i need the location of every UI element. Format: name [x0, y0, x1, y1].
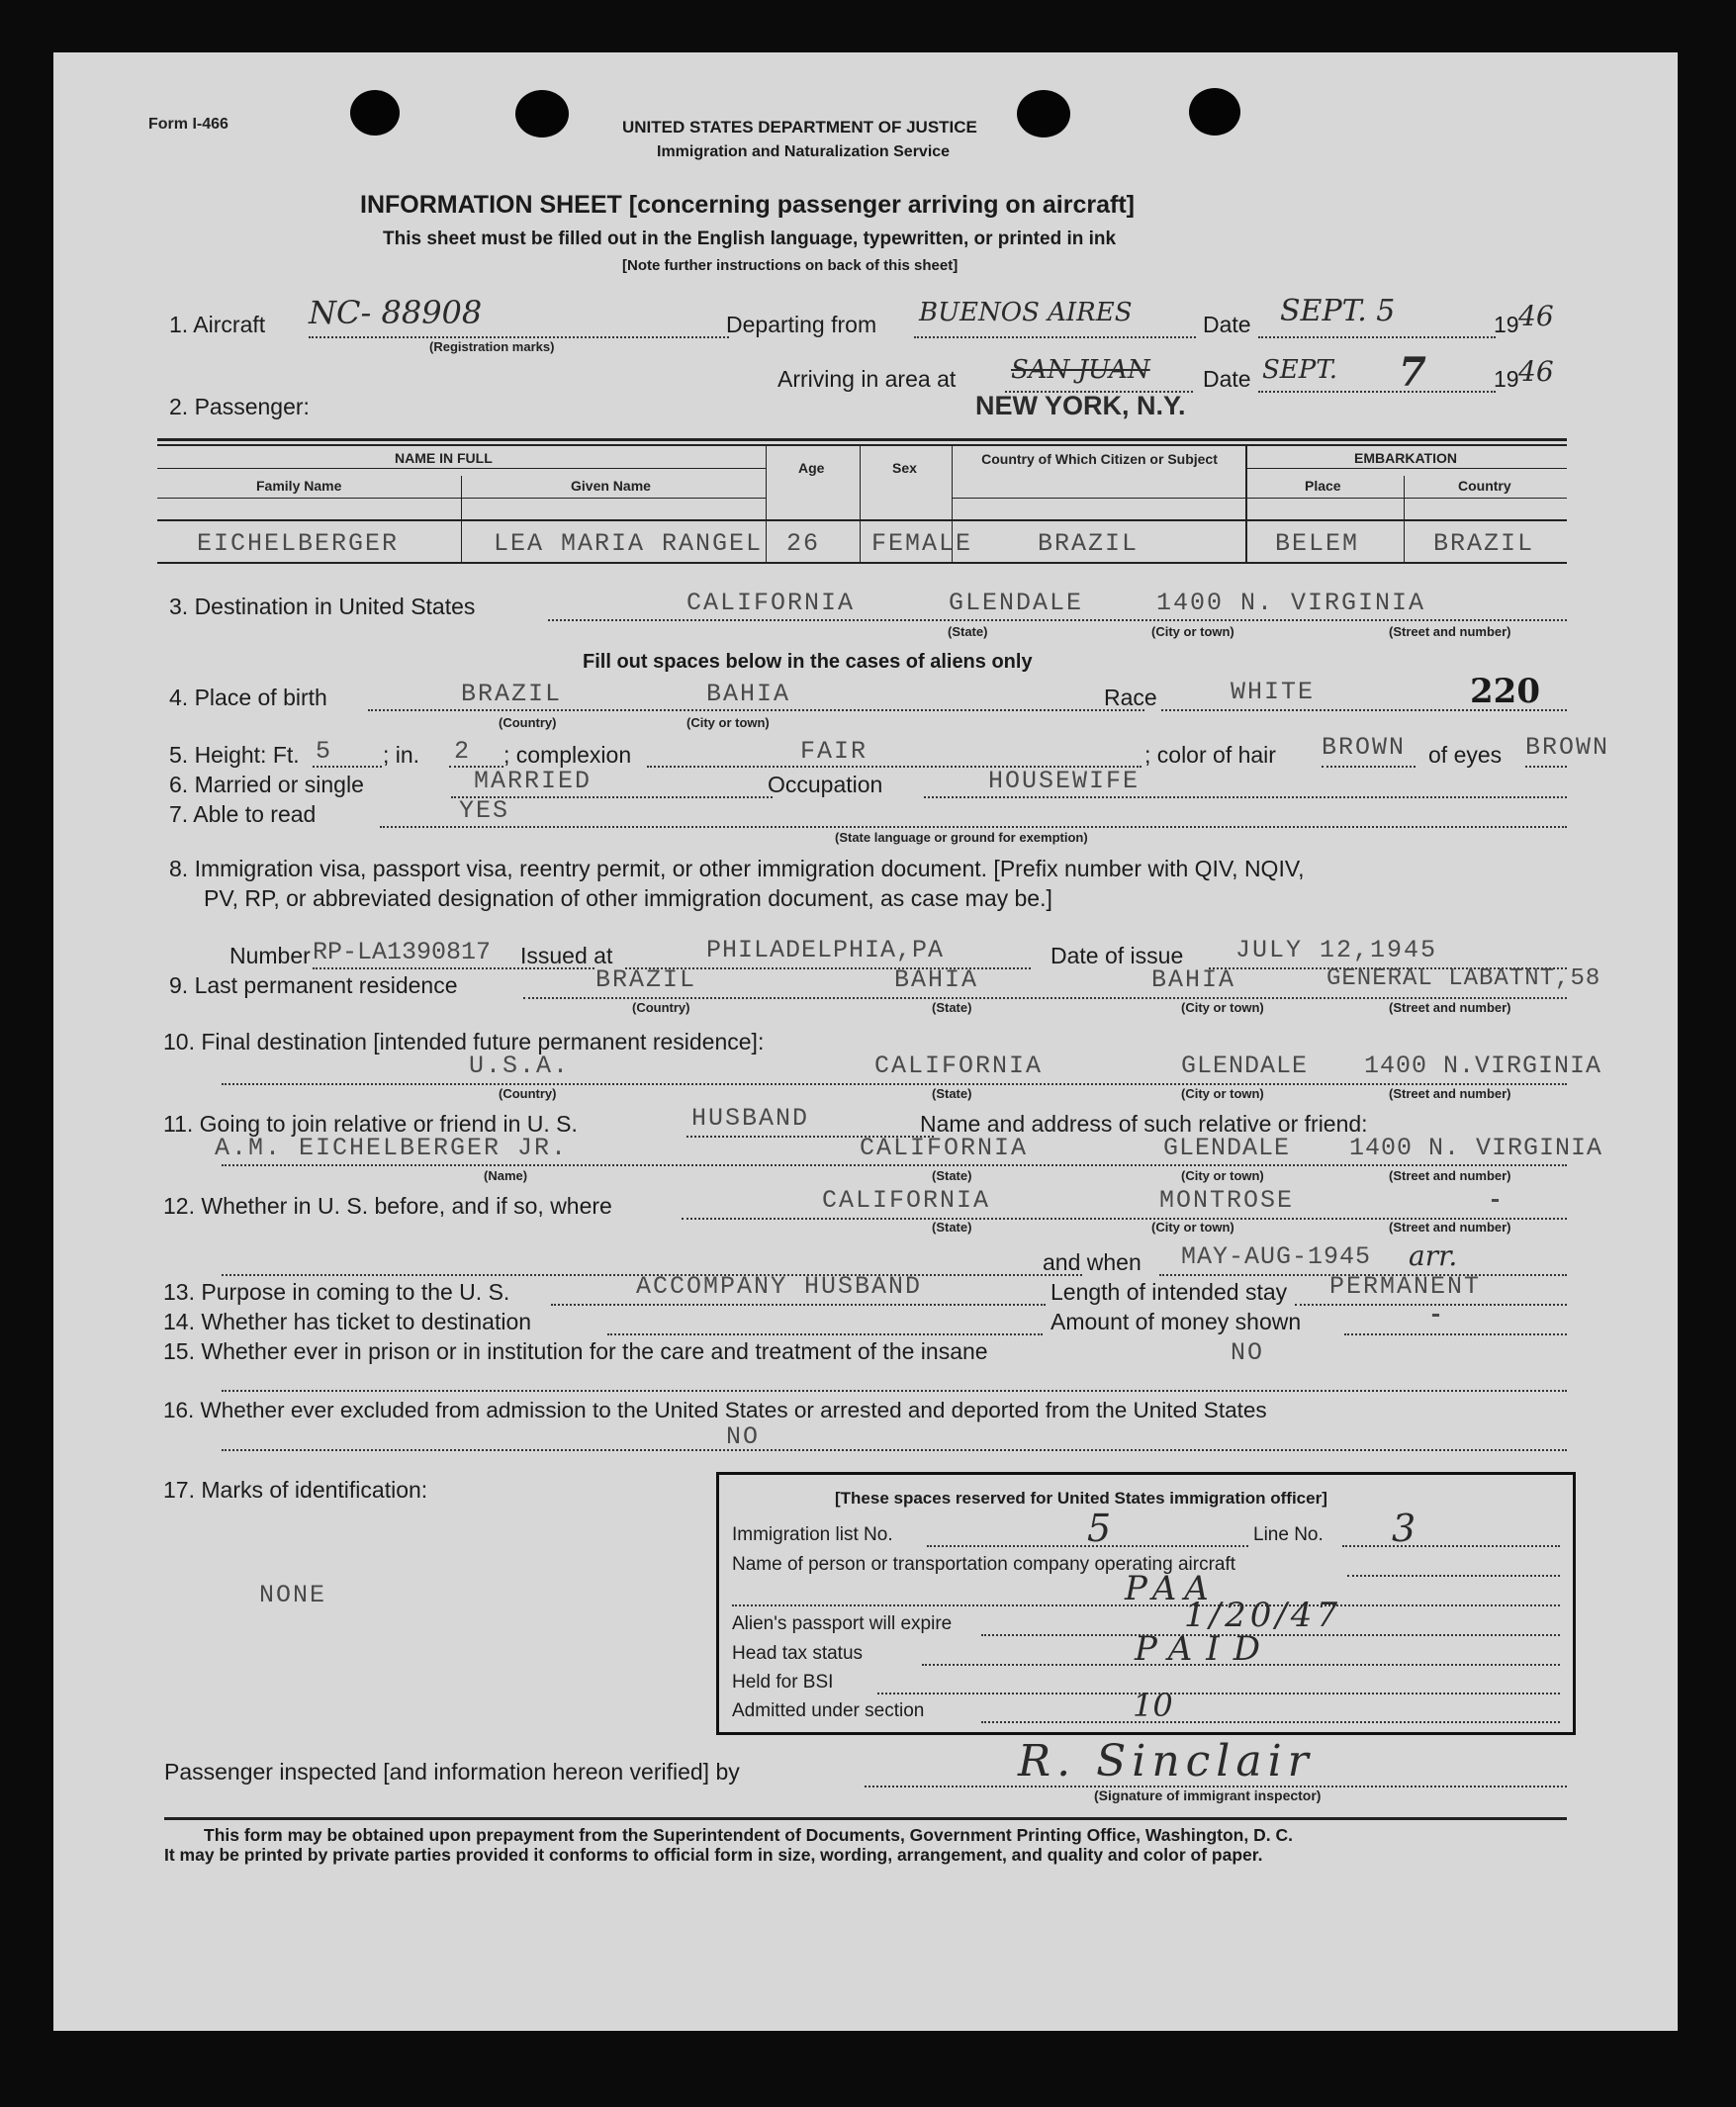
departure-date-label: Date [1203, 312, 1251, 337]
birthplace-line [368, 709, 1144, 711]
bsi-line [877, 1693, 1560, 1695]
marital-value[interactable]: MARRIED [474, 767, 593, 795]
footer-line-2: It may be printed by private parties provided it conforms to official form in size, wording, arrangement, and quality and color of paper. [164, 1845, 1263, 1865]
height-label: 5. Height: Ft. [169, 742, 300, 768]
arrival-year-prefix: 19 [1494, 366, 1519, 392]
company-value[interactable]: PAA [1125, 1569, 1217, 1608]
when-label: and when [1043, 1249, 1142, 1275]
residence-line [523, 997, 1567, 999]
sex-header: Sex [892, 460, 917, 476]
arriving-label: Arriving in area at [777, 366, 957, 392]
age-value[interactable]: 26 [786, 529, 821, 558]
eyes-line [1525, 766, 1567, 768]
final-street-caption: (Street and number) [1389, 1086, 1511, 1101]
aircraft-label: 1. Aircraft [169, 312, 266, 337]
join-city-caption: (City or town) [1181, 1168, 1264, 1183]
document-label-line1: 8. Immigration visa, passport visa, reentry permit, or other immigration document. [Prefix number with QIV, NQIV, [169, 856, 1305, 881]
departing-label: Departing from [726, 312, 877, 337]
residence-label: 9. Last permanent residence [169, 972, 458, 998]
state-caption: (State) [948, 624, 988, 639]
ticket-label: 14. Whether has ticket to destination [163, 1309, 532, 1334]
list-no-label: Immigration list No. [732, 1524, 893, 1545]
page-title: INFORMATION SHEET [concerning passenger arriving on aircraft] [360, 191, 1135, 219]
residence-country-caption: (Country) [632, 1000, 690, 1015]
agency-name: UNITED STATES DEPARTMENT OF JUSTICE [622, 118, 977, 137]
join-address-label: Name and address of such relative or friend: [920, 1111, 1368, 1137]
join-name[interactable]: A.M. EICHELBERGER JR. [215, 1134, 569, 1162]
aliens-only-note: Fill out spaces below in the cases of aliens only [583, 651, 1033, 673]
final-country[interactable]: U.S.A. [469, 1052, 571, 1080]
join-state[interactable]: CALIFORNIA [860, 1134, 1029, 1162]
embark-country-value[interactable]: BRAZIL [1433, 529, 1535, 558]
destination-label: 3. Destination in United States [169, 594, 476, 619]
destination-city[interactable]: GLENDALE [949, 589, 1084, 617]
birth-city[interactable]: BAHIA [706, 680, 791, 708]
line-no-line [1342, 1545, 1560, 1547]
hair-label: ; color of hair [1144, 742, 1276, 768]
place-header: Place [1305, 478, 1341, 494]
departure-date-line [1258, 336, 1496, 338]
arriving-value[interactable]: SAN JUAN [1011, 355, 1150, 385]
instructions-note: [Note further instructions on back of this sheet] [622, 257, 959, 274]
punch-hole [1017, 90, 1070, 137]
final-country-caption: (Country) [499, 1086, 557, 1101]
occupation-line [924, 796, 1567, 798]
company-line-1 [1347, 1575, 1560, 1577]
passport-label: Alien's passport will expire [732, 1613, 953, 1634]
when-value[interactable]: MAY-AUG-1945 [1181, 1242, 1372, 1271]
officer-box [716, 1472, 1576, 1735]
family-name-value[interactable]: EICHELBERGER [197, 529, 400, 558]
name-in-full-header: NAME IN FULL [395, 450, 493, 466]
marital-label: 6. Married or single [169, 772, 364, 797]
join-street-caption: (Street and number) [1389, 1168, 1511, 1183]
punch-hole [350, 90, 400, 136]
prison-line [222, 1390, 1567, 1392]
departing-value[interactable]: BUENOS AIRES [919, 298, 1133, 327]
final-state-caption: (State) [932, 1086, 972, 1101]
sex-value[interactable]: FEMALE [871, 529, 973, 558]
document-number-label: Number [229, 943, 311, 968]
issued-at-value[interactable]: PHILADELPHIA,PA [706, 936, 945, 964]
residence-state-caption: (State) [932, 1000, 972, 1015]
passport-value[interactable]: 1/20/47 [1184, 1596, 1342, 1635]
height-in-label: ; in. [383, 742, 420, 768]
country-header: Country [1458, 478, 1511, 494]
arrival-day-value[interactable]: 7 [1399, 349, 1426, 396]
race-code: 220 [1470, 672, 1540, 711]
tax-value[interactable]: PAID [1135, 1629, 1274, 1669]
join-name-caption: (Name) [484, 1168, 528, 1183]
residence-street-caption: (Street and number) [1389, 1000, 1511, 1015]
before-city-caption: (City or town) [1151, 1220, 1234, 1235]
final-city-caption: (City or town) [1181, 1086, 1264, 1101]
passenger-table [157, 438, 1567, 564]
complexion-label: ; complexion [503, 742, 632, 768]
join-label: 11. Going to join relative or friend in U. S. [163, 1111, 578, 1137]
join-state-caption: (State) [932, 1168, 972, 1183]
birth-country-caption: (Country) [499, 715, 557, 730]
excluded-line [222, 1449, 1567, 1451]
issue-date-label: Date of issue [1051, 943, 1184, 968]
age-header: Age [798, 460, 825, 476]
document-label-line2: PV, RP, or abbreviated designation of other immigration document, as case may be.] [204, 885, 1052, 911]
section-line [981, 1721, 1560, 1723]
before-label: 12. Whether in U. S. before, and if so, where [163, 1193, 612, 1219]
money-label: Amount of money shown [1051, 1309, 1302, 1334]
officer-box-title: [These spaces reserved for United States immigration officer] [835, 1489, 1327, 1508]
inspector-signature: R. Sinclair [1018, 1736, 1315, 1786]
form-number: Form I-466 [148, 116, 228, 133]
read-caption: (State language or ground for exemption) [835, 830, 1088, 845]
arrival-stamp: NEW YORK, N.Y. [975, 391, 1186, 420]
inspection-label: Passenger inspected [and information hereon verified] by [164, 1759, 740, 1785]
residence-state[interactable]: BAHIA [894, 965, 979, 994]
complexion-value[interactable]: FAIR [800, 737, 868, 766]
page-subtitle: This sheet must be filled out in the English language, typewritten, or printed in ink [383, 229, 1117, 249]
street-caption: (Street and number) [1389, 624, 1511, 639]
final-destination-line [222, 1083, 1567, 1085]
arrival-date-line [1258, 391, 1496, 393]
before-street[interactable]: - [1488, 1186, 1506, 1215]
city-caption: (City or town) [1151, 624, 1234, 639]
citizen-header: Country of Which Citizen or Subject [981, 451, 1218, 467]
given-name-value[interactable]: LEA MARIA RANGEL [494, 529, 764, 558]
destination-state[interactable]: CALIFORNIA [686, 589, 856, 617]
prison-value[interactable]: NO [1231, 1338, 1265, 1367]
tax-label: Head tax status [732, 1643, 864, 1664]
race-label: Race [1104, 685, 1157, 710]
money-value[interactable]: - [1428, 1301, 1446, 1329]
family-name-header: Family Name [256, 478, 342, 494]
purpose-label: 13. Purpose in coming to the U. S. [163, 1279, 510, 1305]
section-value[interactable]: 10 [1133, 1687, 1173, 1724]
eyes-value[interactable]: BROWN [1525, 733, 1610, 762]
issued-at-label: Issued at [520, 943, 613, 968]
list-no-value[interactable]: 5 [1087, 1507, 1112, 1550]
hair-line [1322, 766, 1416, 768]
departure-year-prefix: 19 [1494, 312, 1519, 337]
passenger-label: 2. Passenger: [169, 394, 310, 419]
height-in-value[interactable]: 2 [454, 737, 472, 766]
footer-rule [164, 1817, 1567, 1820]
marks-value[interactable]: NONE [259, 1581, 327, 1609]
line-no-value[interactable]: 3 [1392, 1507, 1416, 1550]
height-ft-line [313, 766, 382, 768]
punch-hole [515, 90, 569, 137]
before-state[interactable]: CALIFORNIA [822, 1186, 991, 1215]
occupation-label: Occupation [768, 772, 883, 797]
departing-line [914, 336, 1196, 338]
read-label: 7. Able to read [169, 801, 317, 827]
residence-street[interactable]: GENERAL LABATNT,58 [1326, 965, 1601, 992]
issue-date-value[interactable]: JULY 12,1945 [1235, 936, 1438, 964]
before-street-caption: (Street and number) [1389, 1220, 1511, 1235]
before-city[interactable]: MONTROSE [1159, 1186, 1295, 1215]
join-address-line [222, 1164, 1567, 1166]
height-ft-value[interactable]: 5 [316, 737, 333, 766]
purpose-line [551, 1304, 1046, 1306]
before-state-caption: (State) [932, 1220, 972, 1235]
departure-year-value[interactable]: 46 [1518, 300, 1554, 332]
stay-label: Length of intended stay [1051, 1279, 1288, 1305]
document-number-value[interactable]: RP-LA1390817 [313, 938, 492, 966]
line-no-label: Line No. [1253, 1524, 1324, 1545]
section-label: Admitted under section [732, 1700, 925, 1721]
money-line [1344, 1333, 1567, 1335]
embark-place-value[interactable]: BELEM [1275, 529, 1360, 558]
join-city[interactable]: GLENDALE [1163, 1134, 1291, 1162]
excluded-value[interactable]: NO [726, 1422, 761, 1451]
aircraft-value[interactable]: NC- 88908 [309, 294, 483, 331]
marks-label: 17. Marks of identification: [163, 1477, 428, 1503]
embarkation-header: EMBARKATION [1354, 450, 1457, 466]
birthplace-label: 4. Place of birth [169, 685, 327, 710]
residence-city-caption: (City or town) [1181, 1000, 1264, 1015]
registration-caption: (Registration marks) [429, 339, 555, 354]
when-note: arr. [1409, 1239, 1458, 1272]
prison-label: 15. Whether ever in prison or in institution for the care and treatment of the insane [163, 1338, 988, 1364]
arrival-year-value[interactable]: 46 [1518, 355, 1554, 388]
occupation-value[interactable]: HOUSEWIFE [988, 767, 1141, 795]
company-label: Name of person or transportation company operating aircraft [732, 1554, 1236, 1575]
excluded-label: 16. Whether ever excluded from admission to the United States or arrested and deported from the United States [163, 1398, 1267, 1422]
footer-line-1: This form may be obtained upon prepayment from the Superintendent of Documents, Government Printing Office, Washington, D. C. [204, 1825, 1293, 1845]
join-relation-value[interactable]: HUSBAND [691, 1104, 810, 1133]
final-destination-label: 10. Final destination [intended future permanent residence]: [163, 1029, 765, 1054]
residence-city[interactable]: BAHIA [1151, 965, 1236, 994]
destination-street[interactable]: 1400 N. VIRGINIA [1156, 589, 1426, 617]
arrival-date-value[interactable]: SEPT. [1262, 355, 1338, 385]
given-name-header: Given Name [571, 478, 651, 494]
aircraft-line [309, 336, 729, 338]
punch-hole [1189, 88, 1240, 136]
departure-date-value[interactable]: SEPT. 5 [1280, 294, 1396, 328]
eyes-label: of eyes [1428, 742, 1503, 768]
purpose-value[interactable]: ACCOMPANY HUSBAND [636, 1272, 923, 1301]
stay-value[interactable]: PERMANENT [1329, 1272, 1482, 1301]
form-sheet [53, 52, 1678, 2031]
signature-caption: (Signature of immigrant inspector) [1094, 1787, 1322, 1803]
join-street[interactable]: 1400 N. VIRGINIA [1349, 1134, 1603, 1162]
birth-city-caption: (City or town) [686, 715, 770, 730]
residence-country[interactable]: BRAZIL [595, 965, 697, 994]
arrival-date-label: Date [1203, 366, 1251, 392]
ticket-line [607, 1333, 1043, 1335]
destination-line [548, 619, 1567, 621]
final-city[interactable]: GLENDALE [1181, 1052, 1309, 1080]
read-line [380, 826, 1567, 828]
hair-value[interactable]: BROWN [1322, 733, 1407, 762]
final-street[interactable]: 1400 N.VIRGINIA [1364, 1052, 1602, 1080]
final-state[interactable]: CALIFORNIA [874, 1052, 1044, 1080]
birth-country[interactable]: BRAZIL [461, 680, 563, 708]
bsi-label: Held for BSI [732, 1672, 834, 1693]
service-name: Immigration and Naturalization Service [657, 143, 951, 160]
citizen-value[interactable]: BRAZIL [1038, 529, 1140, 558]
read-value[interactable]: YES [459, 796, 510, 825]
race-value[interactable]: WHITE [1231, 678, 1316, 706]
